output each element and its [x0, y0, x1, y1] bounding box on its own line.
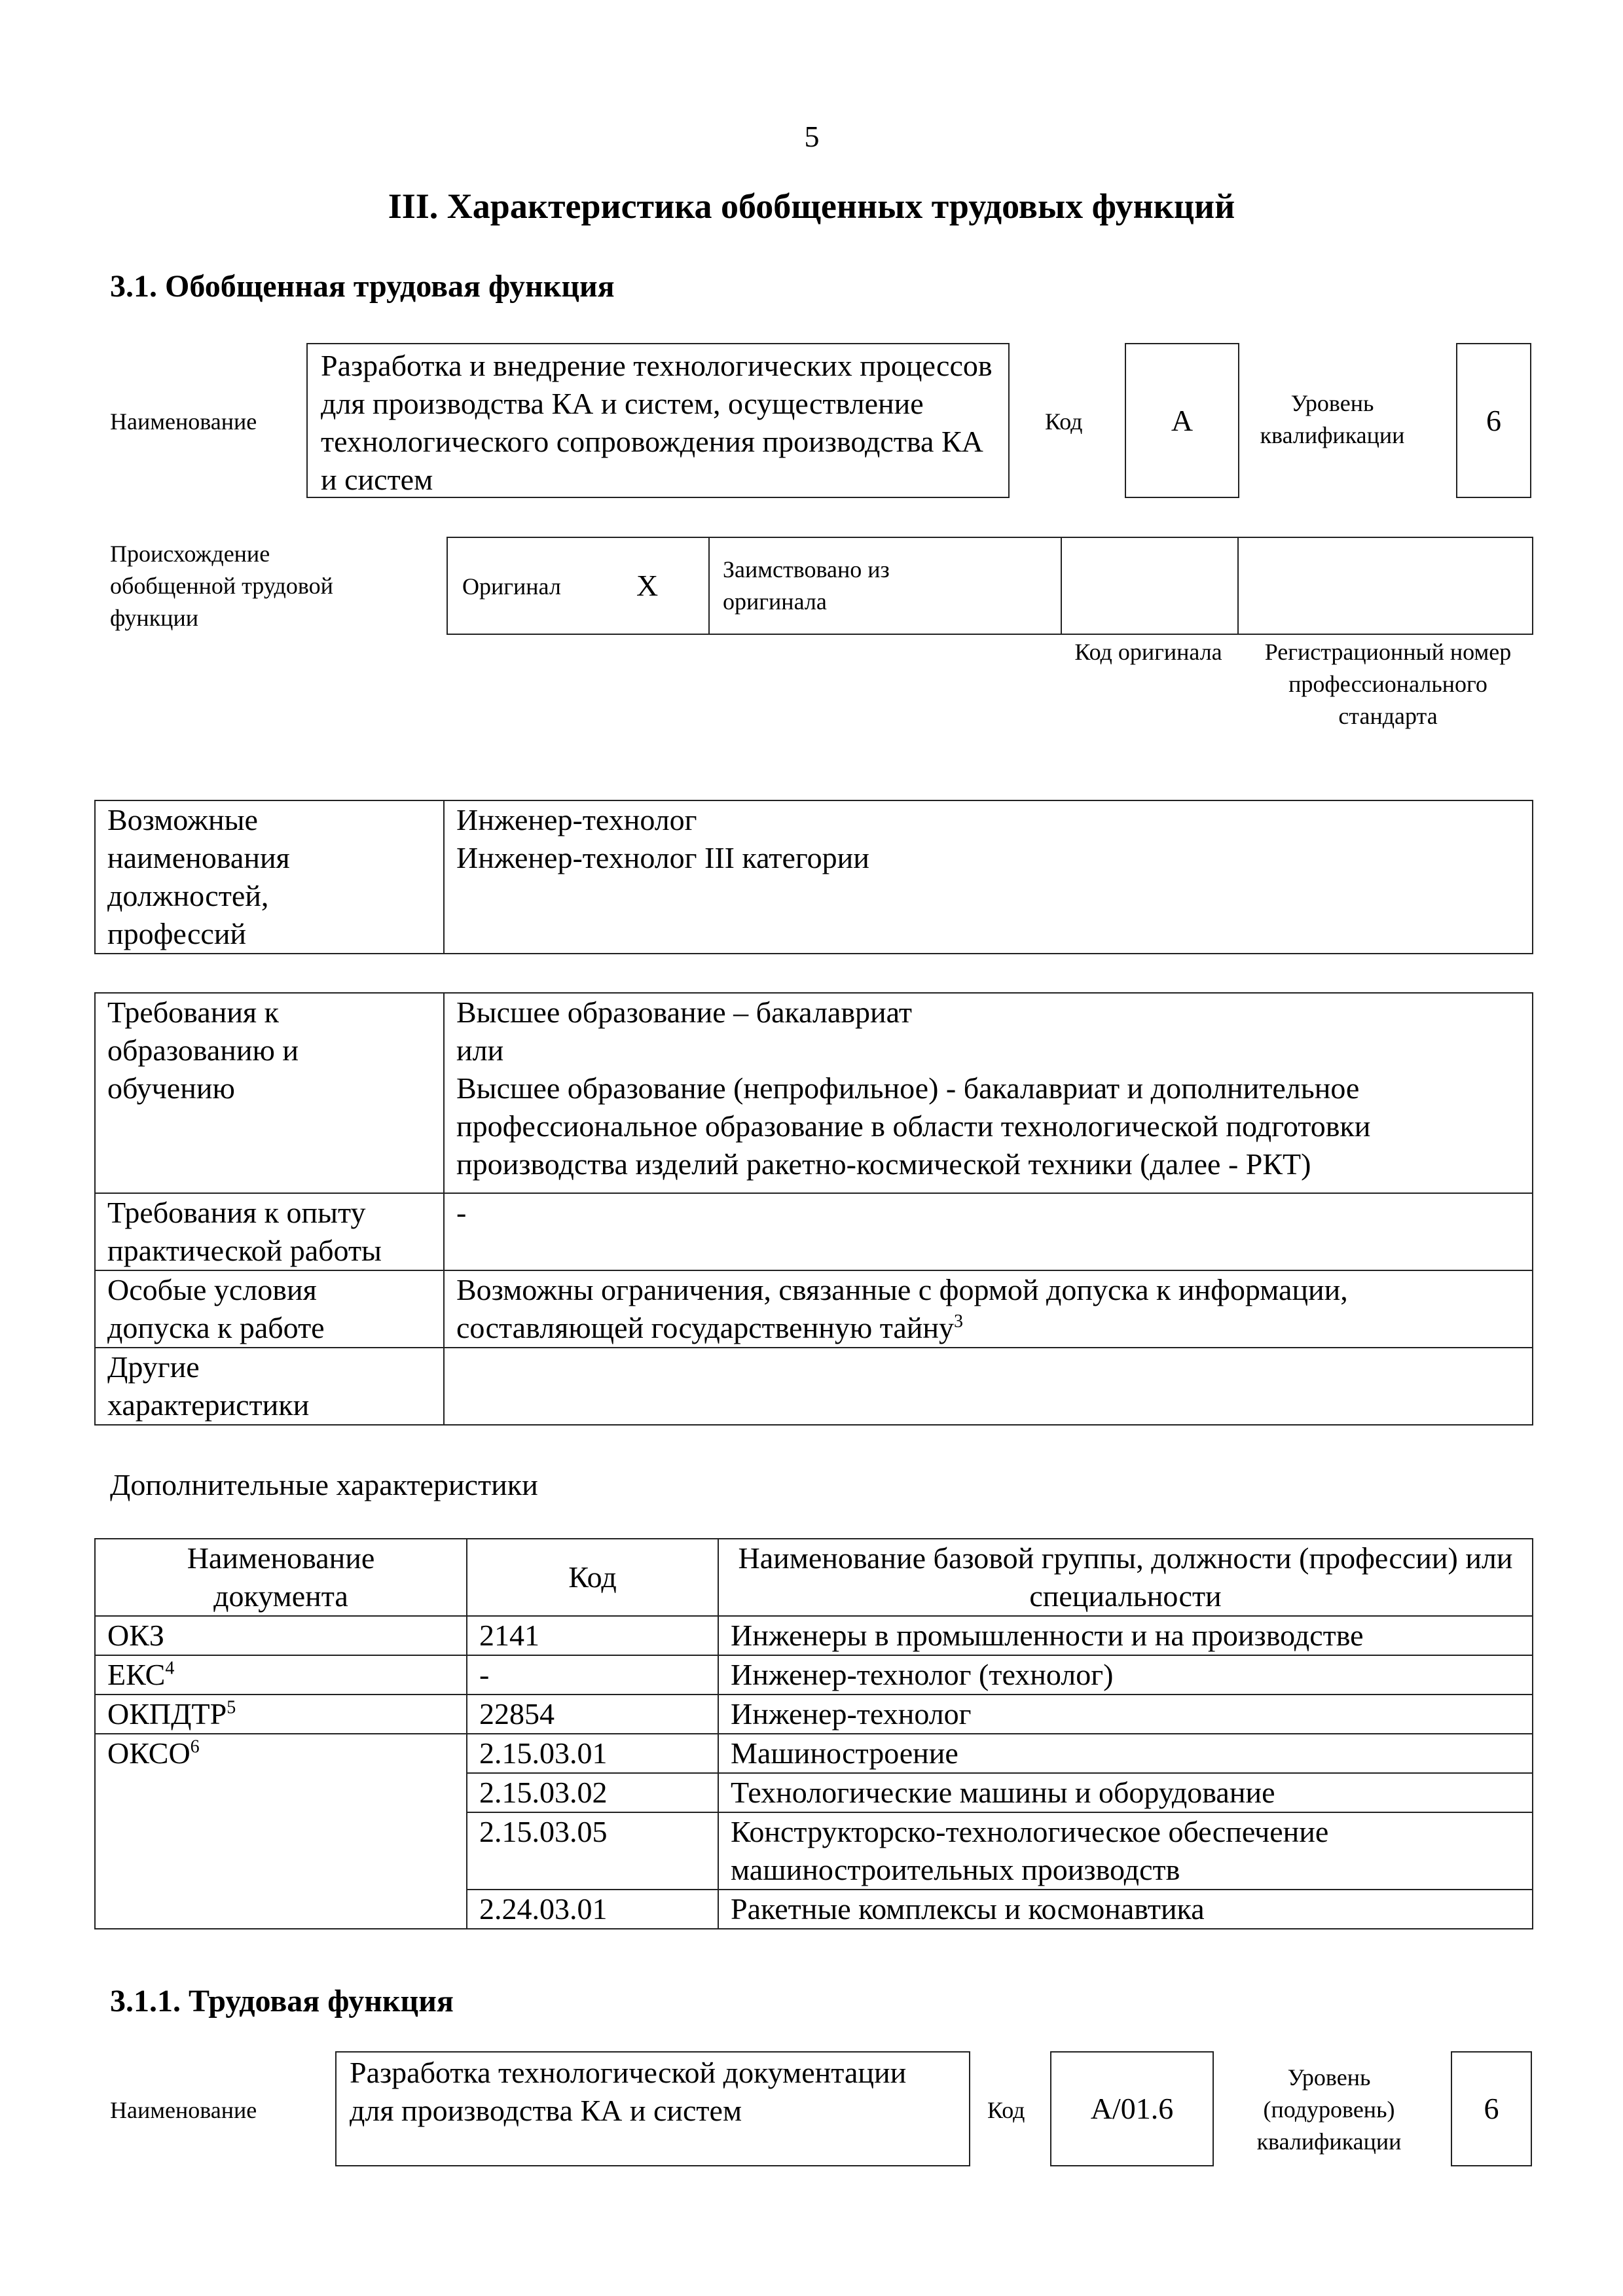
header-code: Код	[467, 1539, 718, 1616]
gtf-code-label: Код	[1045, 408, 1083, 435]
gtf-level-value: 6	[1486, 403, 1501, 437]
tf-name-box	[335, 2051, 970, 2166]
education-line-1: Высшее образование – бакалавриат	[456, 996, 912, 1029]
tf-name-label: Наименование	[110, 2097, 257, 2123]
tf-name-value: Разработка технологической документации для производства КА и систем	[350, 2056, 907, 2127]
special-value: Возможны ограничения, связанные с формой допуска к информации, составляющей государственную тайну	[456, 1273, 1348, 1344]
row-3-doc: ОКПДТР$^5$	[95, 1695, 467, 1734]
education-cell	[444, 993, 1533, 1193]
special-label: Особые условия допуска к работе	[95, 1270, 444, 1348]
origin-label: Происхождение обобщенной трудовой функции	[110, 541, 333, 631]
gtf-level-box	[1456, 343, 1531, 498]
row-7-code: 2.24.03.01	[467, 1890, 718, 1929]
origin-divider-3	[1237, 538, 1239, 634]
row-3-name: Инженер-технолог	[718, 1695, 1533, 1734]
origin-table	[447, 537, 1533, 635]
row-1-doc: ОКЗ	[95, 1616, 467, 1655]
row-6-code: 2.15.03.05	[467, 1812, 718, 1890]
tf-code-box	[1050, 2051, 1214, 2166]
row-4-name: Машиностроение	[718, 1734, 1533, 1773]
requirements-table	[94, 992, 1533, 1426]
header-doc: Наименование документа	[95, 1539, 467, 1616]
row-3-footnote: 5	[227, 1697, 236, 1718]
page-number: 5	[804, 120, 820, 153]
tf-heading: 3.1.1. Трудовая функция	[110, 1984, 454, 2018]
special-footnote: 3	[954, 1311, 964, 1332]
additional-title: Дополнительные характеристики	[110, 1468, 538, 1501]
special-cell	[444, 1270, 1533, 1348]
education-line-2: или	[456, 1033, 504, 1067]
original-mark: X	[636, 569, 659, 602]
row-2-code: -	[467, 1655, 718, 1695]
row-2-footnote: 4	[165, 1658, 175, 1679]
header-name: Наименование базовой группы, должности (профессии) или специальности	[718, 1539, 1533, 1616]
origin-divider-1	[708, 538, 710, 634]
additional-table	[94, 1538, 1533, 1929]
origin-divider-2	[1061, 538, 1062, 634]
tf-code-value: А/01.6	[1090, 2092, 1174, 2125]
gtf-heading: 3.1. Обобщенная трудовая функция	[110, 269, 615, 304]
gtf-code-box	[1125, 343, 1239, 498]
borrowed-label: Заимствовано из оригинала	[723, 556, 890, 615]
education-label: Требования к образованию и обучению	[95, 993, 444, 1193]
experience-value: -	[444, 1193, 1533, 1270]
code-original-caption: Код оригинала	[1074, 639, 1222, 665]
position-2: Инженер-технолог III категории	[456, 841, 869, 874]
positions-label: Возможные наименования должностей, профессий	[95, 800, 444, 954]
position-1: Инженер-технолог	[456, 803, 697, 836]
other-value	[444, 1348, 1533, 1425]
row-5-code: 2.15.03.02	[467, 1773, 718, 1812]
tf-level-box	[1451, 2051, 1532, 2166]
other-label: Другие характеристики	[95, 1348, 444, 1425]
row-4-footnote: 6	[190, 1736, 200, 1757]
tf-code-label: Код	[987, 2097, 1025, 2123]
positions-values	[444, 800, 1533, 954]
gtf-code-value: А	[1171, 403, 1194, 437]
row-7-name: Ракетные комплексы и космонавтика	[718, 1890, 1533, 1929]
section-title: III. Характеристика обобщенных трудовых функций	[388, 187, 1235, 226]
original-label: Оригинал	[462, 573, 561, 600]
row-2-doc: ЕКС$^4$	[95, 1655, 467, 1695]
experience-label: Требования к опыту практической работы	[95, 1193, 444, 1270]
row-3-code: 22854	[467, 1695, 718, 1734]
positions-table	[94, 800, 1533, 954]
row-4-code: 2.15.03.01	[467, 1734, 718, 1773]
row-1-code: 2141	[467, 1616, 718, 1655]
gtf-level-label: Уровень квалификации	[1260, 390, 1405, 448]
gtf-name-label: Наименование	[110, 408, 257, 435]
row-4-doc: ОКСО$^6$	[95, 1734, 467, 1929]
tf-level-label: Уровень (подуровень) квалификации	[1256, 2064, 1402, 2155]
reg-number-caption: Регистрационный номер профессионального стандарта	[1264, 639, 1512, 729]
row-1-name: Инженеры в промышленности и на производстве	[718, 1616, 1533, 1655]
tf-level-value: 6	[1484, 2092, 1499, 2125]
row-5-name: Технологические машины и оборудование	[718, 1773, 1533, 1812]
row-6-name: Конструкторско-технологическое обеспечение машиностроительных производств	[718, 1812, 1533, 1890]
gtf-name-value: Разработка и внедрение технологических процессов для производства КА и систем, осуществление технологического сопровождения производства КА и систем	[321, 349, 993, 496]
education-line-3: Высшее образование (непрофильное) - бакалавриат и дополнительное профессиональное образование в области технологической подготовки производства изделий ракетно-космической техники (далее - РКТ)	[456, 1071, 1371, 1181]
row-2-name: Инженер-технолог (технолог)	[718, 1655, 1533, 1695]
gtf-name-box	[306, 343, 1010, 498]
